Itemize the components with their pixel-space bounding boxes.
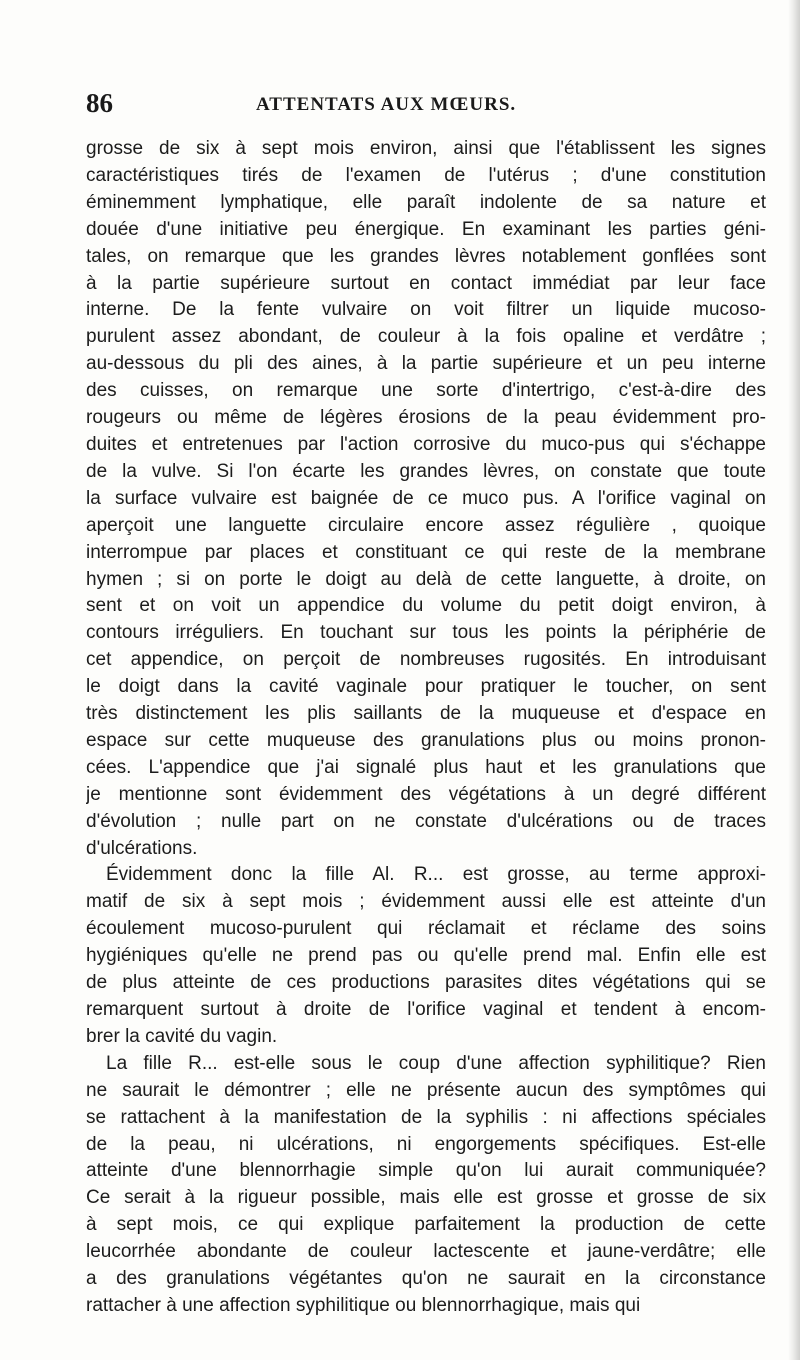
- text-line: le doigt dans la cavité vaginale pour pratiquer le toucher, on sent: [86, 676, 766, 698]
- text-line: purulent assez abondant, de couleur à la fois opaline et verdâtre ;: [86, 326, 766, 348]
- text-line: espace sur cette muqueuse des granulations plus ou moins pronon-: [86, 729, 766, 751]
- text-line: à la partie supérieure surtout en contact immédiat par leur face: [86, 272, 766, 294]
- text-line: La fille R... est-elle sous le coup d'une affection syphilitique? Rien: [106, 1052, 766, 1074]
- body-text: [86, 136, 766, 1320]
- text-line: d'ulcérations.: [86, 837, 198, 859]
- text-line: Évidemment donc la fille Al. R... est grosse, au terme approxi-: [106, 864, 766, 886]
- text-line: écoulement mucoso-purulent qui réclamait et réclame des soins: [86, 918, 766, 940]
- text-line: caractéristiques tirés de l'examen de l'utérus ; d'une constitution: [86, 164, 766, 186]
- text-line: d'évolution ; nulle part on ne constate d'ulcérations ou de traces: [86, 810, 766, 832]
- text-line: au-dessous du pli des aines, à la partie supérieure et un peu interne: [86, 353, 766, 375]
- text-line: leucorrhée abondante de couleur lactescente et jaune-verdâtre; elle: [86, 1241, 766, 1263]
- text-line: éminemment lymphatique, elle paraît indolente de sa nature et: [86, 191, 766, 213]
- text-line: rougeurs ou même de légères érosions de la peau évidemment pro-: [86, 407, 766, 429]
- text-line: à sept mois, ce qui explique parfaitement la production de cette: [86, 1214, 766, 1236]
- text-line: des cuisses, on remarque une sorte d'intertrigo, c'est-à-dire des: [86, 380, 766, 402]
- text-line: brer la cavité du vagin.: [86, 1025, 278, 1047]
- text-line: aperçoit une languette circulaire encore assez régulière , quoique: [86, 514, 766, 536]
- text-line: de la peau, ni ulcérations, ni engorgements spécifiques. Est-elle: [86, 1133, 766, 1155]
- text-line: de plus atteinte de ces productions parasites dites végétations qui se: [86, 972, 766, 994]
- text-line: sent et on voit un appendice du volume du petit doigt environ, à: [86, 595, 766, 617]
- text-line: la surface vulvaire est baignée de ce muco pus. A l'orifice vaginal on: [86, 487, 766, 509]
- text-line: matif de six à sept mois ; évidemment aussi elle est atteinte d'un: [86, 891, 766, 913]
- page-number: 86: [86, 88, 113, 118]
- text-line: de la vulve. Si l'on écarte les grandes lèvres, on constate que toute: [86, 460, 766, 482]
- paragraph: [86, 136, 766, 862]
- text-line: interrompue par places et constituant ce qui reste de la membrane: [86, 541, 766, 563]
- text-line: duites et entretenues par l'action corrosive du muco-pus qui s'échappe: [86, 433, 766, 455]
- text-line: a des granulations végétantes qu'on ne saurait en la circonstance: [86, 1268, 766, 1290]
- running-head: [86, 88, 766, 128]
- text-line: Ce serait à la rigueur possible, mais elle est grosse et grosse de six: [86, 1187, 766, 1209]
- text-line: rattacher à une affection syphilitique ou blennorrhagique, mais qui: [86, 1294, 641, 1316]
- text-line: hymen ; si on porte le doigt au delà de cette languette, à droite, on: [86, 568, 766, 590]
- text-line: interne. De la fente vulvaire on voit filtrer un liquide mucoso-: [86, 299, 766, 321]
- text-line: cées. L'appendice que j'ai signalé plus haut et les granulations que: [86, 756, 766, 778]
- text-line: je mentionne sont évidemment des végétations à un degré différent: [86, 783, 766, 805]
- text-line: contours irréguliers. En touchant sur tous les points la périphérie de: [86, 622, 766, 644]
- paragraph: [86, 1051, 766, 1320]
- text-line: douée d'une initiative peu énergique. En examinant les parties géni-: [86, 218, 766, 240]
- text-line: ne saurait le démontrer ; elle ne présente aucun des symptômes qui: [86, 1079, 766, 1101]
- text-line: se rattachent à la manifestation de la syphilis : ni affections spéciales: [86, 1106, 766, 1128]
- text-line: cet appendice, on perçoit de nombreuses rugosités. En introduisant: [86, 649, 766, 671]
- text-line: grosse de six à sept mois environ, ainsi que l'établissent les signes: [86, 138, 766, 159]
- paragraph: [86, 862, 766, 1050]
- page-edge-shadow: [788, 0, 800, 1360]
- text-line: tales, on remarque que les grandes lèvres notablement gonflées sont: [86, 245, 766, 267]
- text-line: remarquent surtout à droite de l'orifice vaginal et tendent à encom-: [86, 999, 766, 1020]
- text-line: atteinte d'une blennorrhagie simple qu'on lui aurait communiquée?: [86, 1160, 766, 1182]
- running-title: ATTENTATS AUX MŒURS.: [256, 94, 517, 115]
- text-line: hygiéniques qu'elle ne prend pas ou qu'elle prend mal. Enfin elle est: [86, 945, 766, 967]
- text-line: très distinctement les plis saillants de la muqueuse et d'espace en: [86, 703, 766, 725]
